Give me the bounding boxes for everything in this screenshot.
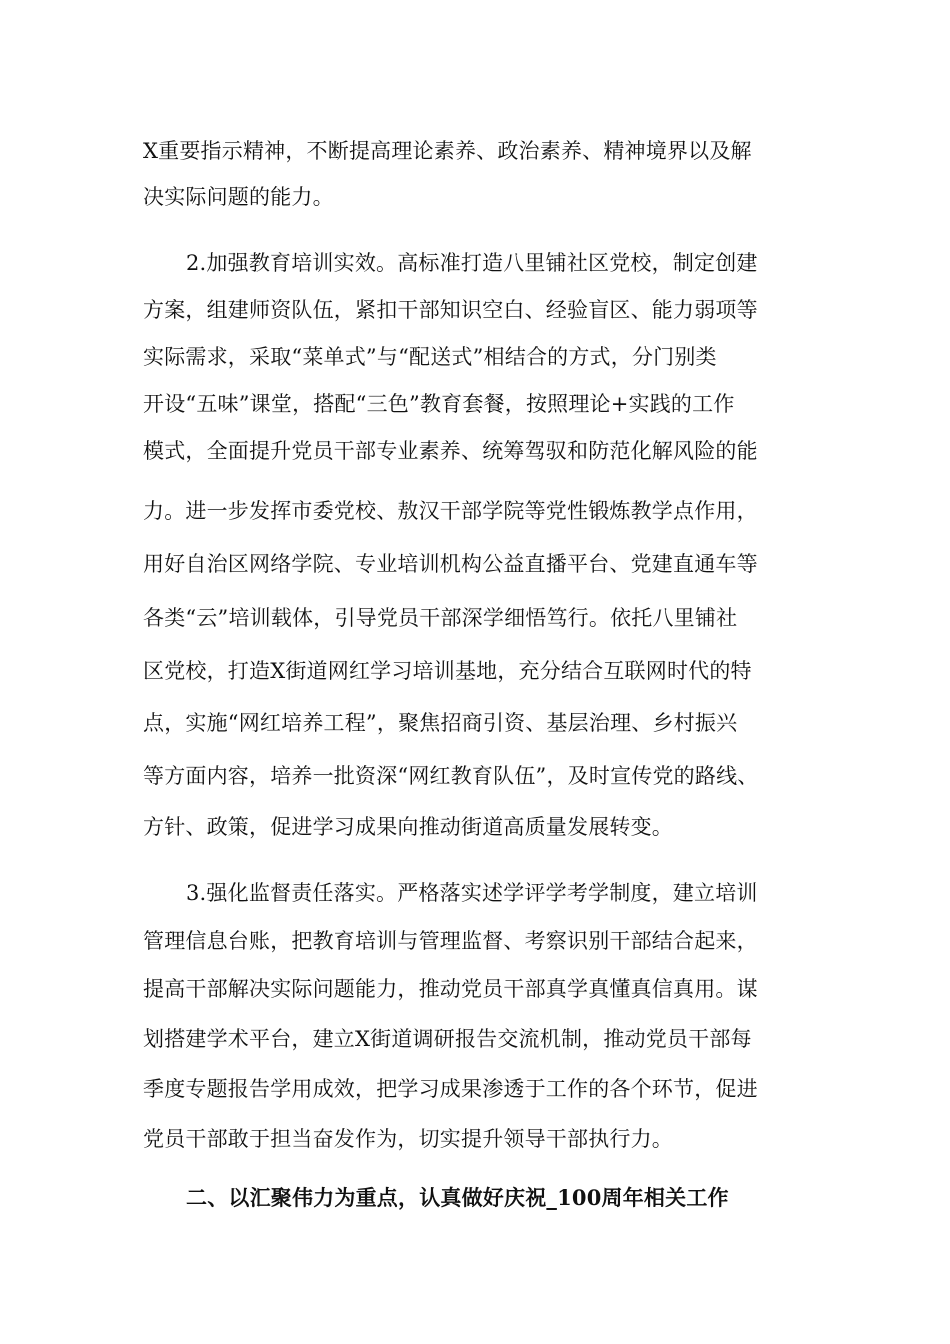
body-line: 模式，全面提升党员干部专业素养、统筹驾驭和防范化解风险的能 xyxy=(143,439,758,463)
body-line: 党员干部敢于担当奋发作为，切实提升领导干部执行力。 xyxy=(143,1127,673,1151)
body-line: 各类“云”培训载体，引导党员干部深学细悟笃行。依托八里铺社 xyxy=(143,606,738,630)
paragraph-2-start-line: 2.加强教育培训实效。高标准打造八里铺社区党校，制定创建 xyxy=(186,251,758,275)
section-heading: 二、以汇聚伟力为重点，认真做好庆祝_100周年相关工作 xyxy=(186,1185,729,1210)
body-line: 等方面内容，培养一批资深“网红教育队伍”，及时宣传党的路线、 xyxy=(143,764,759,788)
body-line: 季度专题报告学用成效，把学习成果渗透于工作的各个环节，促进 xyxy=(143,1077,758,1101)
body-line: 实际需求，采取“菜单式”与“配送式”相结合的方式，分门别类 xyxy=(143,345,717,369)
body-line: 点，实施“网红培养工程”，聚焦招商引资、基层治理、乡村振兴 xyxy=(143,711,738,735)
body-line: 管理信息台账，把教育培训与管理监督、考察识别干部结合起来， xyxy=(143,929,758,953)
body-line: 区党校，打造X街道网红学习培训基地，充分结合互联网时代的特 xyxy=(143,659,752,683)
body-line: 方案，组建师资队伍，紧扣干部知识空白、经验盲区、能力弱项等 xyxy=(143,298,758,322)
body-line: 方针、政策，促进学习成果向推动街道高质量发展转变。 xyxy=(143,815,673,839)
body-line: 用好自治区网络学院、专业培训机构公益直播平台、党建直通车等 xyxy=(143,552,758,576)
body-line: 划搭建学术平台，建立X街道调研报告交流机制，推动党员干部每 xyxy=(143,1027,752,1051)
body-line: 开设“五味”课堂，搭配“三色”教育套餐，按照理论+实践的工作 xyxy=(143,392,735,416)
body-line: 力。进一步发挥市委党校、敖汉干部学院等党性锻炼教学点作用， xyxy=(143,499,758,523)
body-line: 决实际问题的能力。 xyxy=(143,185,334,209)
body-line: X重要指示精神，不断提高理论素养、政治素养、精神境界以及解 xyxy=(143,139,752,163)
paragraph-3-start-line: 3.强化监督责任落实。严格落实述学评学考学制度，建立培训 xyxy=(186,881,758,905)
body-line: 提高干部解决实际问题能力，推动党员干部真学真懂真信真用。谋 xyxy=(143,977,758,1001)
